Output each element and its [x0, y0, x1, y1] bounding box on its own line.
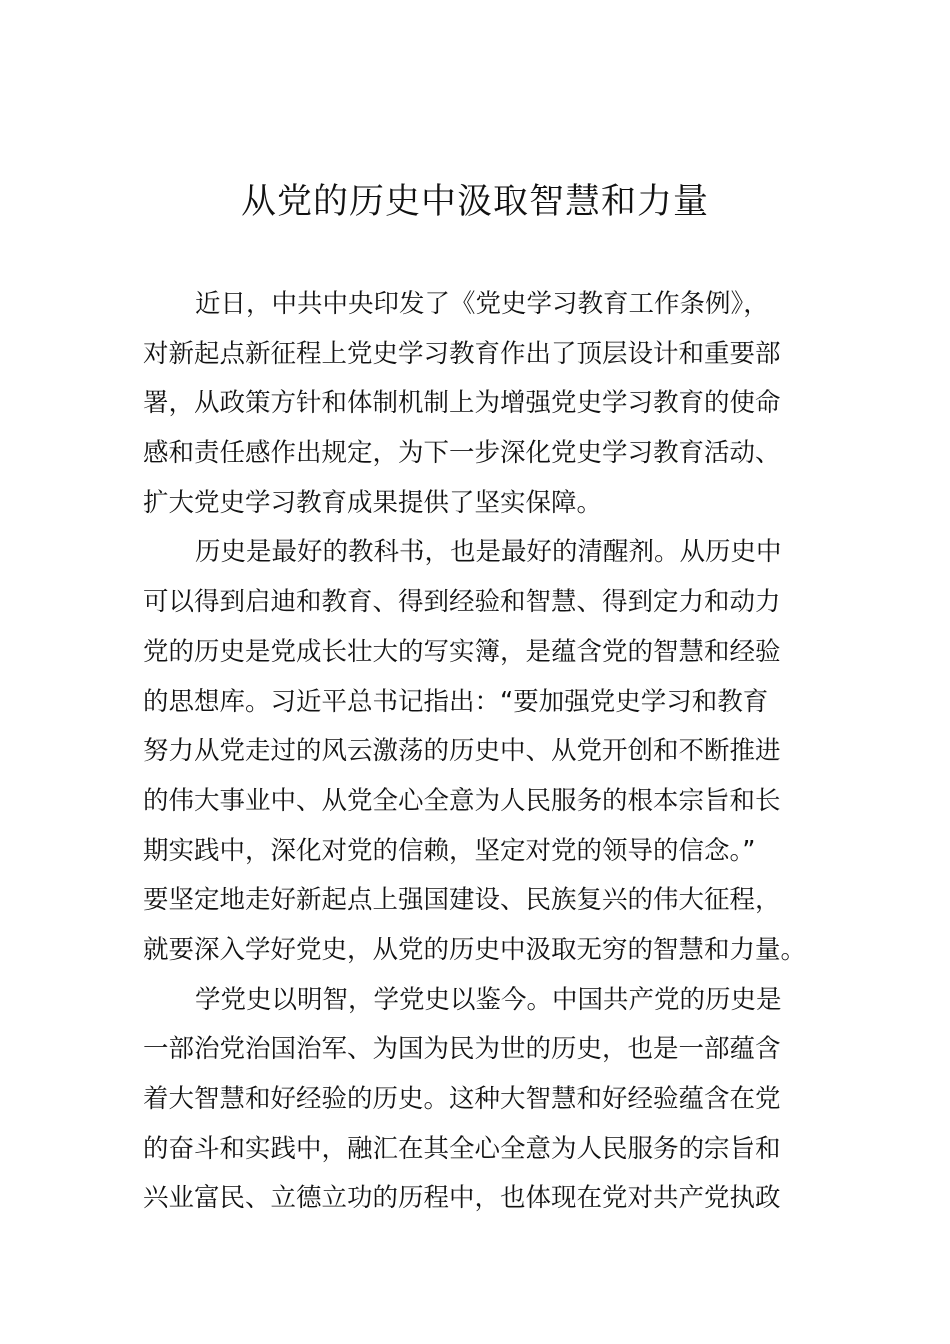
document-body [143, 280, 807, 1224]
text-line: 近日，中共中央印发了《党史学习教育工作条例》， [195, 289, 769, 319]
text-line: 历史是最好的教科书，也是最好的清醒剂。从历史中 [195, 537, 782, 568]
text-line: 署，从政策方针和体制机制上为增强党史学习教育的使命 [143, 388, 781, 419]
text-line: 的思想库。习近平总书记指出：“要加强党史学习和教育 [143, 686, 769, 717]
text-line: 努力从党走过的风云激荡的历史中、从党开创和不断推进 [143, 736, 781, 767]
text-line: 要坚定地走好新起点上强国建设、民族复兴的伟大征程， [143, 885, 781, 916]
text-line: 就要深入学好党史，从党的历史中汲取无穷的智慧和力量。 [143, 934, 807, 965]
document-title: 从党的历史中汲取智慧和力量 [240, 182, 709, 222]
text-line: 的奋斗和实践中，融汇在其全心全意为人民服务的宗旨和 [143, 1133, 781, 1164]
text-line: 感和责任感作出规定，为下一步深化党史学习教育活动、 [143, 438, 781, 469]
paragraph-3 [143, 976, 807, 1224]
text-line: 的伟大事业中、从党全心全意为人民服务的根本宗旨和长 [143, 785, 781, 816]
text-line: 期实践中，深化对党的信赖，坚定对党的领导的信念。” [143, 835, 756, 866]
text-line: 扩大党史学习教育成果提供了坚实保障。 [143, 487, 603, 518]
paragraph-2 [143, 528, 807, 975]
text-line: 对新起点新征程上党史学习教育作出了顶层设计和重要部 [143, 338, 781, 369]
text-line: 党的历史是党成长壮大的写实簿，是蕴含党的智慧和经验 [143, 636, 781, 667]
text-line: 一部治党治国治军、为国为民为世的历史，也是一部蕴含 [143, 1034, 781, 1065]
text-line: 兴业富民、立德立功的历程中，也体现在党对共产党执政 [143, 1183, 781, 1214]
paragraph-1 [143, 280, 807, 528]
text-line: 可以得到启迪和教育、得到经验和智慧、得到定力和动力 [143, 587, 781, 618]
text-line: 着大智慧和好经验的历史。这种大智慧和好经验蕴含在党 [143, 1084, 781, 1114]
text-line: 学党史以明智，学党史以鉴今。中国共产党的历史是 [195, 984, 782, 1015]
